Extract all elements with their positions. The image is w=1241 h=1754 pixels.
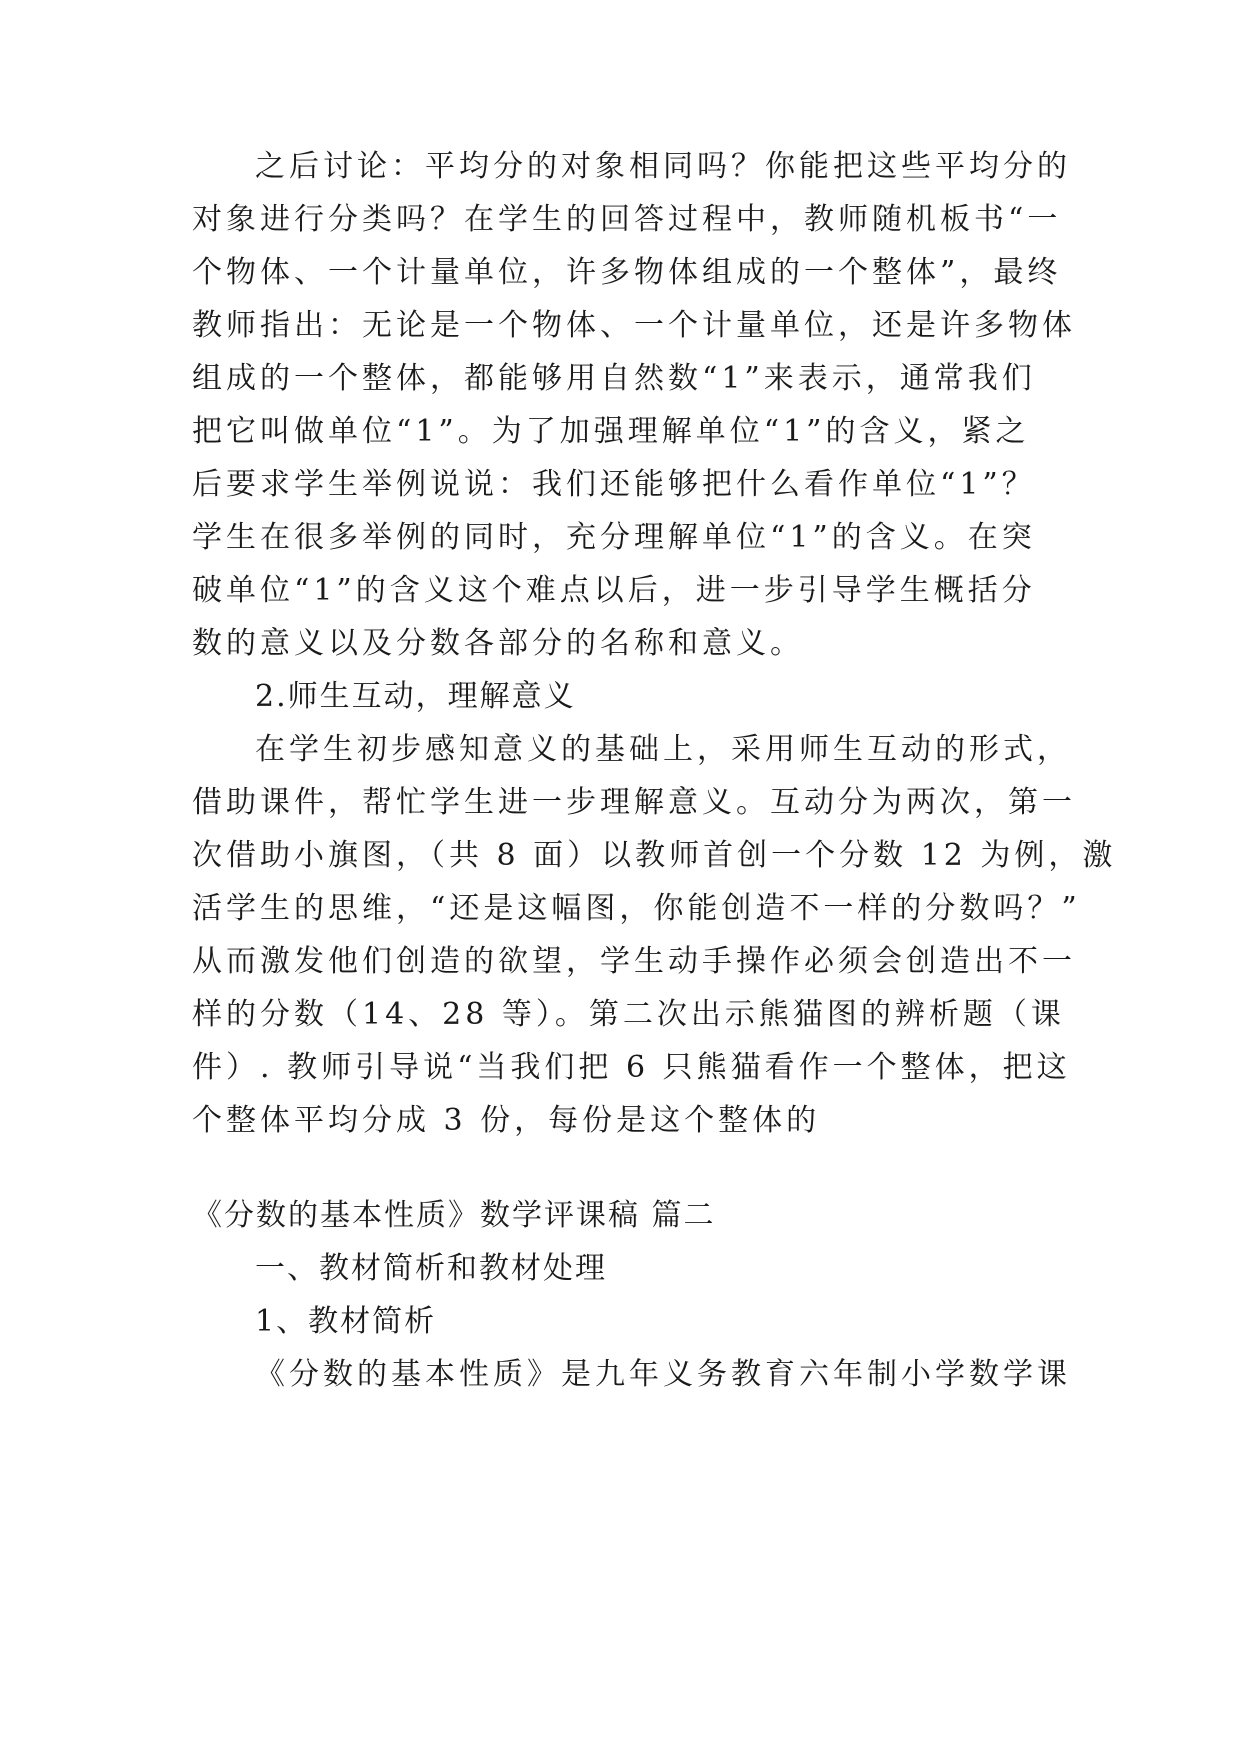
paragraph-line-14: 活学生的思维，“还是这幅图，你能创造不一样的分数吗？”: [192, 891, 1081, 926]
paragraph-line-17: 件）. 教师引导说“当我们把 6 只熊猫看作一个整体，把这: [192, 1050, 1071, 1085]
paragraph-line-6: 把它叫做单位“1”。为了加强理解单位“1”的含义，紧之: [192, 414, 1030, 449]
article-title: 《分数的基本性质》数学评课稿 篇二: [192, 1198, 716, 1233]
paragraph-line-3: 个物体、一个计量单位，许多物体组成的一个整体”，最终: [192, 255, 1062, 290]
paragraph-line-7: 后要求学生举例说说：我们还能够把什么看作单位“1”？: [192, 467, 1036, 502]
section-heading-1: 一、教材简析和教材处理: [255, 1251, 607, 1286]
paragraph-line-19: 《分数的基本性质》是九年义务教育六年制小学数学课: [255, 1357, 1071, 1392]
paragraph-line-2: 对象进行分类吗？在学生的回答过程中，教师随机板书“一: [192, 202, 1062, 237]
paragraph-line-9: 破单位“1”的含义这个难点以后，进一步引导学生概括分: [192, 573, 1036, 608]
paragraph-line-13: 次借助小旗图，（共 8 面）以教师首创一个分数 12 为例，激: [192, 838, 1117, 873]
paragraph-line-12: 借助课件，帮忙学生进一步理解意义。互动分为两次，第一: [192, 785, 1076, 820]
paragraph-line-16: 样的分数（14、28 等）。第二次出示熊猫图的辨析题（课: [192, 997, 1065, 1032]
paragraph-line-4: 教师指出：无论是一个物体、一个计量单位，还是许多物体: [192, 308, 1076, 343]
paragraph-line-1: 之后讨论：平均分的对象相同吗？你能把这些平均分的: [255, 149, 1071, 184]
paragraph-line-5: 组成的一个整体，都能够用自然数“1”来表示，通常我们: [192, 361, 1036, 396]
section-heading-2: 2.师生互动，理解意义: [255, 679, 576, 714]
paragraph-line-18: 个整体平均分成 3 份，每份是这个整体的: [192, 1103, 821, 1138]
paragraph-line-11: 在学生初步感知意义的基础上，采用师生互动的形式，: [255, 732, 1071, 767]
subsection-heading-1: 1、教材简析: [255, 1304, 437, 1339]
paragraph-line-8: 学生在很多举例的同时，充分理解单位“1”的含义。在突: [192, 520, 1036, 555]
paragraph-line-10: 数的意义以及分数各部分的名称和意义。: [192, 626, 804, 661]
paragraph-line-15: 从而激发他们创造的欲望，学生动手操作必须会创造出不一: [192, 944, 1076, 979]
